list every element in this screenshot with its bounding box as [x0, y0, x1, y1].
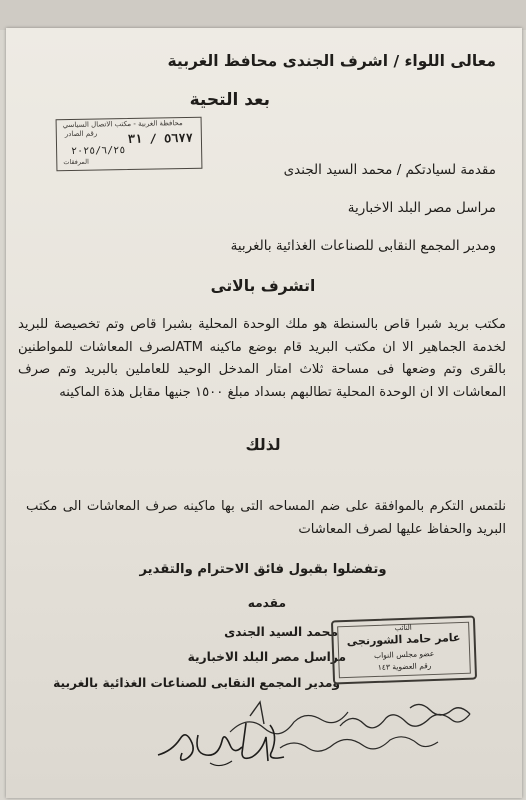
scan-top-edge — [0, 0, 526, 30]
stamp-date: ٢٠٢٥/٦/٢٥ — [71, 145, 126, 158]
recipient-line: معالى اللواء / اشرف الجندى محافظ الغربية — [167, 52, 496, 70]
signature-name: محمد السيد الجندى — [224, 625, 338, 639]
intro-line-1: مقدمة لسيادتكم / محمد السيد الجندى — [283, 162, 496, 178]
closing-line: وتفضلوا بقبول فائق الاحترام والتقدير — [139, 562, 387, 577]
body-paragraph: مكتب بريد شبرا قاص بالسنطة هو ملك الوحدة المحلية بشبرا قاص وتم تخصيصة للبريد لخدمة الجماهير الا ان مكتب البريد قام بوضع ماكينه ATMلصرف المعاشات للمواطنين بالقرى وتم وضعها فى مساحة ثلاث امتار المدخل الوحيد للعاملين بالبريد وتم صرف المعاشات الا ان الوحدة المحلية تطالبهم بسداد مبلغ ١٥٠٠ جنيها مقابل هذة الماكينه — [18, 317, 506, 400]
seal-role: عضو مجلس النواب — [373, 648, 435, 661]
request-paragraph: نلتمس التكرم بالموافقة على ضم المساحه التى بها ماكينه صرف المعاشات الى مكتب البريد والحفاظ عليها لصرف المعاشات — [26, 499, 506, 537]
intro-line-3: ومدير المجمع النقابى للصناعات الغذائية بالغربية — [230, 238, 496, 254]
handwritten-signature-image — [150, 715, 300, 770]
stamp-attachments: المرفقات — [63, 157, 90, 167]
subject-line: بعد التحية — [189, 90, 270, 110]
seal-title: النائب — [394, 623, 412, 633]
stamp-label: رقم الصادر — [64, 129, 98, 139]
official-seal — [331, 616, 477, 685]
seal-name: عامر حامد الشورنجى — [346, 631, 461, 648]
signature-role-2: ومدير المجمع النقابى للصناعات الغذائية بالغربية — [53, 676, 340, 690]
therefore-heading: لذلك — [245, 436, 281, 454]
seal-membership: رقم العضوية ١٤٣ — [377, 661, 432, 672]
signature-role-1: مراسل مصر البلد الاخبارية — [187, 650, 346, 664]
honor-heading: اتشرف بالاتى — [210, 277, 316, 295]
signature-presenter: مقدمه — [247, 596, 286, 610]
incoming-stamp — [56, 117, 203, 172]
intro-line-2: مراسل مصر البلد الاخبارية — [347, 200, 496, 216]
stamp-number: ٥٦٧٧ / ٣١ — [127, 130, 194, 147]
stamp-office: محافظة الغربية - مكتب الاتصال السياسي — [62, 119, 183, 130]
